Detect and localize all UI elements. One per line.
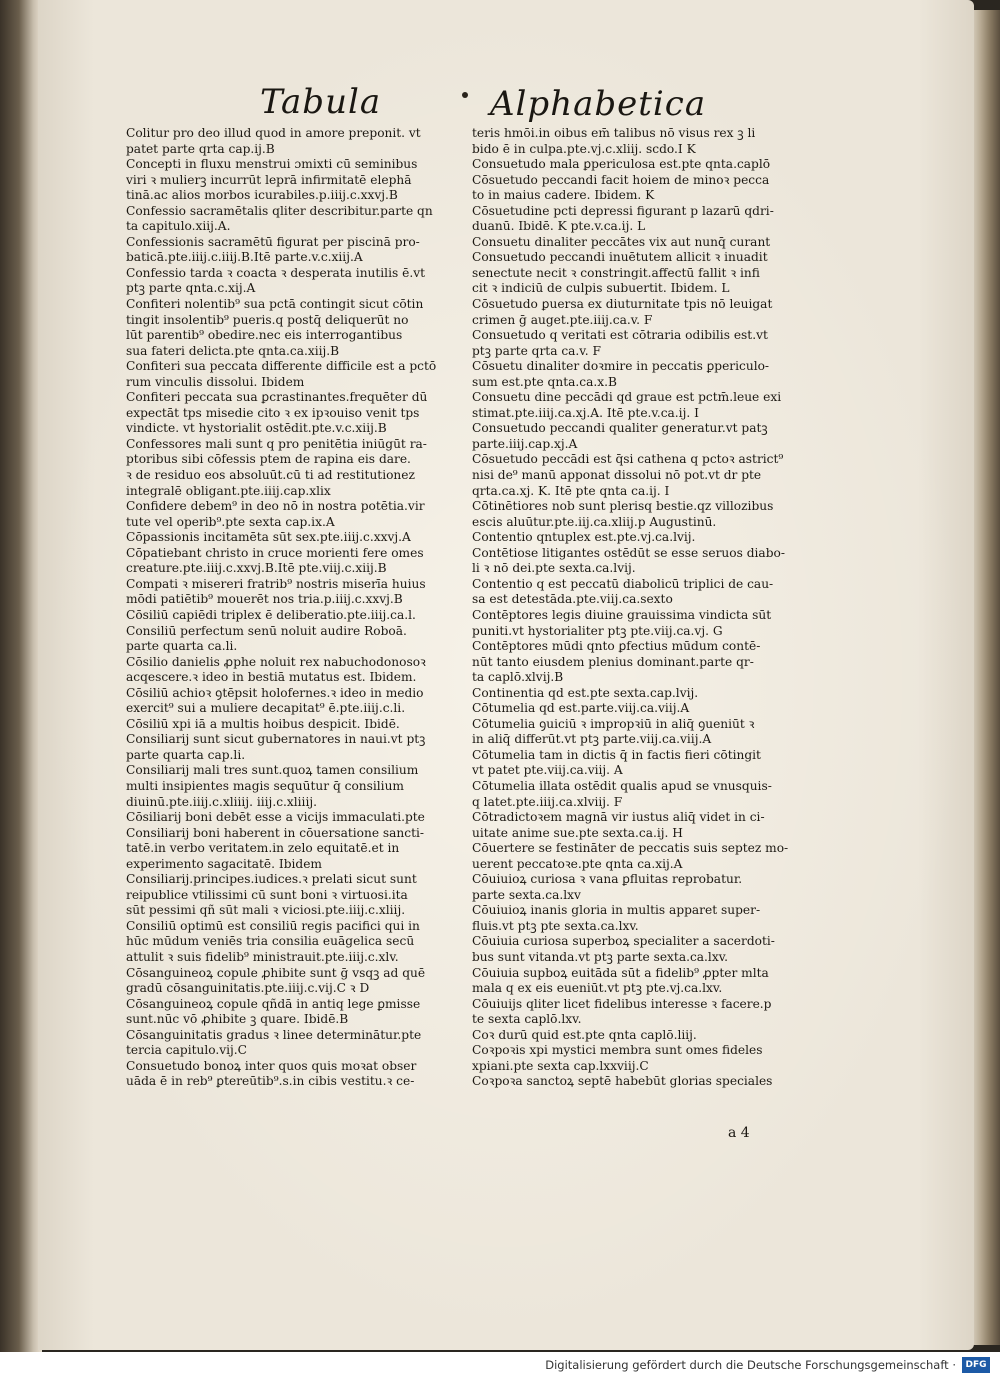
text-line: Confiteri peccata sua ꝑcrastinantes.frequēter dū xyxy=(126,390,428,405)
text-line: Confessionis sacramētū figurat per piscinā pro- xyxy=(126,234,420,249)
text-line: exercit⁹ sui a muliere decapitat⁹ ē.pte.iiij.c.li. xyxy=(126,701,406,716)
text-line: reipublice vtilissimi cū sunt boni ꝛ virtuosi.ita xyxy=(126,887,408,902)
text-line: xpiani.pte sexta cap.lxxviij.C xyxy=(472,1058,649,1073)
text-line: ta caplō.xlvij.B xyxy=(472,670,564,685)
text-line: tatē.in verbo veritatem.in zelo equitatē.et in xyxy=(126,841,400,856)
text-line: Coꝛ durū quid est.pte qnta caplō.liij. xyxy=(472,1027,697,1042)
text-line: Cōtinētiores nob sunt plerisq bestie.qz villozibus xyxy=(472,499,774,514)
text-line: ptꝫ parte qrta ca.v. F xyxy=(472,343,601,358)
text-line: Consiliarij mali tres sunt.quoꝝ tamen consilium xyxy=(126,763,419,778)
text-line: Consuetudo peccandi inuētutem allicit ꝛ inuadit xyxy=(472,250,768,265)
text-line: Consuetudo bonoꝝ inter quos quis moꝛat obser xyxy=(126,1058,417,1073)
footer-bar xyxy=(0,1352,1000,1383)
text-line: Confessio sacramētalis qliter describitur.parte qn xyxy=(126,203,433,218)
text-line: ta capitulo.xiij.A. xyxy=(126,219,231,234)
text-line: Cōsiliarij boni debēt esse a vicijs immaculati.pte xyxy=(126,810,425,825)
text-line: li ꝛ nō dei.pte sexta.ca.lvij. xyxy=(472,561,636,576)
text-line: fluis.vt ptꝫ pte sexta.ca.lxv. xyxy=(472,918,639,933)
text-line: Consiliū perfectum senū noluit audire Roboā. xyxy=(126,623,407,638)
text-line: Cōtumelia qd est.parte.viij.ca.viij.A xyxy=(472,701,690,716)
text-line: to in maius cadere. Ibidem. K xyxy=(472,188,655,203)
text-line: sunt.nūc vō ꝓhibite ꝫ quare. Ibidē.B xyxy=(126,1012,349,1027)
text-line: Cōtumelia tam in dictis q̄ in factis fieri cōtingit xyxy=(472,747,761,762)
text-line: Contentio q est peccatū diabolicū triplici de cau- xyxy=(472,576,774,591)
text-line: te sexta caplō.lxv. xyxy=(472,1012,582,1027)
text-line: Confidere debem⁹ in deo nō in nostra potētia.vir xyxy=(126,499,425,514)
text-line: Cōsuetudo ꝑuersa ex diuturnitate tpis nō leuigat xyxy=(472,297,773,312)
text-line: parte quarta ca.li. xyxy=(126,639,238,654)
text-line: in aliq̄ differūt.vt ptꝫ parte.viij.ca.viij.A xyxy=(472,732,712,747)
text-line: Cōuiuioꝝ inanis gloria in multis apparet super- xyxy=(472,903,761,918)
text-line: Cōuertere se festināter de peccatis suis septez mo- xyxy=(472,841,789,856)
text-line: Contentio qntuplex est.pte.vj.ca.lvij. xyxy=(472,530,696,545)
text-line: Cōsanguineoꝝ copule qñdā in antiq lege ꝑmisse xyxy=(126,996,421,1011)
text-line: Cōsanguineoꝝ copule ꝓhibite sunt ḡ vsqꝫ ad quē xyxy=(126,965,426,980)
text-line: cit ꝛ indiciū de culpis subuertit. Ibidem. L xyxy=(472,281,730,296)
text-line: sua fateri delicta.pte qnta.ca.xiij.B xyxy=(126,343,340,358)
text-line: mala q ex eis eueniūt.vt ptꝫ pte.vj.ca.lxv. xyxy=(472,981,723,996)
text-line: nūt tanto eiusdem plenius dominant.parte qr- xyxy=(472,654,754,669)
text-line: lūt parentib⁹ obedire.nec eis interrogantibus xyxy=(126,328,403,343)
text-line: mōdi patiētib⁹ mouerēt nos tria.p.iiij.c.xxvj.B xyxy=(126,592,403,607)
text-line: Confessores mali sunt q pro penitētia iniūgūt ra- xyxy=(126,436,427,451)
text-line: Concepti in fluxu menstrui ɔmixti cū seminibus xyxy=(126,157,418,172)
header-right-word: Alphabetica xyxy=(490,84,707,124)
text-line: Cōsuetudo peccādi est q̄si cathena q pctoꝛ astrict⁹ xyxy=(472,452,784,467)
text-line: Consiliarij sunt sicut gubernatores in naui.vt ptꝫ xyxy=(126,732,426,747)
text-line: crimen ḡ auget.pte.iiij.ca.v. F xyxy=(472,312,653,327)
text-line: Consiliū optimū est consiliū regis pacifici qui in xyxy=(126,918,420,933)
text-line: teris hmōi.in oibus em̄ talibus nō visus rex ꝫ li xyxy=(472,126,756,140)
text-line: multi insipientes magis sequūtur q̄ consilium xyxy=(126,778,404,793)
text-line: Confiteri nolentib⁹ sua pctā contingit sicut cōtin xyxy=(126,297,424,312)
text-line: Consuetu dinaliter peccātes vix aut nunq̄ curant xyxy=(472,234,771,249)
dfg-logo: DFG xyxy=(962,1357,990,1373)
page xyxy=(38,0,974,1350)
text-line: Consiliarij.principes.iudices.ꝛ prelati sicut sunt xyxy=(126,872,417,887)
text-line: duanū. Ibidē. K pte.v.ca.ij. L xyxy=(472,219,646,234)
right-text-column xyxy=(472,126,827,1090)
text-line: Cōuiuioꝝ curiosa ꝛ vana ꝑfluitas reprobatur. xyxy=(472,872,743,887)
text-line: expectāt tps misedie cito ꝛ ex ipꝛouiso venit tps xyxy=(126,405,420,420)
text-line: Compati ꝛ misereri fratrib⁹ nostris miserīa huius xyxy=(126,576,426,591)
text-line: Cōsilio danielis ꝓphe noluit rex nabuchodonosoꝛ xyxy=(126,654,426,669)
text-line: rum vinculis dissolui. Ibidem xyxy=(126,374,305,389)
header-left-word: Tabula xyxy=(260,82,382,122)
text-line: uitate anime sue.pte sexta.ca.ij. H xyxy=(472,825,683,840)
text-line: Cōuiuia curiosa superboꝝ specialiter a sacerdoti- xyxy=(472,934,775,949)
text-line: Cōtumelia ꝯuiciū ꝛ impropꝛiū in aliq̄ ꝯueniūt ꝛ xyxy=(472,716,755,731)
text-line: attulit ꝛ suis fidelib⁹ ministrauit.pte.iiij.c.xlv. xyxy=(126,949,399,964)
funding-notice: Digitalisierung gefördert durch die Deutsche Forschungsgemeinschaft · xyxy=(545,1358,956,1372)
text-line: Cōsiliū xpi iā a multis hoibus despicit. Ibidē. xyxy=(126,716,400,731)
text-line: hūc mūdum veniēs tria consilia euāgelica secū xyxy=(126,934,415,949)
signature-mark: a 4 xyxy=(728,1125,750,1141)
text-line: Consuetudo mala ꝑpericulosa est.pte qnta.caplō xyxy=(472,157,771,172)
text-line: tercia capitulo.vij.C xyxy=(126,1043,247,1058)
text-line: qrta.ca.xj. K. Itē pte qnta ca.ij. I xyxy=(472,483,670,498)
text-line: Coꝛpoꝛis xpi mystici membra sunt omes fideles xyxy=(472,1043,763,1058)
text-line: Cōsanguinitatis gradus ꝛ linee determinātur.pte xyxy=(126,1027,422,1042)
text-line: Coꝛpoꝛa sanctoꝝ septē habebūt glorias speciales xyxy=(472,1074,773,1089)
text-line: Cōpatiebant christo in cruce morienti fere omes xyxy=(126,545,424,560)
text-line: ptꝫ parte qnta.c.xij.A xyxy=(126,281,256,296)
left-text-column xyxy=(126,126,476,1090)
text-line: Cōuiuia supboꝝ euitāda sūt a fidelib⁹ ꝓpter mlta xyxy=(472,965,769,980)
text-line: Contētiose litigantes ostēdūt se esse seruos diabo- xyxy=(472,545,785,560)
text-line: parte.iiij.cap.xj.A xyxy=(472,436,578,451)
text-line: creature.pte.iiij.c.xxvj.B.Itē pte.viij.c.xiij.B xyxy=(126,561,387,576)
text-line: bus sunt vitanda.vt ptꝫ parte sexta.ca.lxv. xyxy=(472,949,729,964)
header-ornament-dot xyxy=(462,92,468,98)
text-line: Cōsuetu dinaliter doꝛmire in peccatis ꝑpericulo- xyxy=(472,359,770,374)
text-line: Colitur pro deo illud quod in amore preponit. vt xyxy=(126,126,421,140)
text-line: stimat.pte.iiij.ca.xj.A. Itē pte.v.ca.ij. I xyxy=(472,405,699,420)
text-line: escis aluūtur.pte.iij.ca.xliij.p Augustinū. xyxy=(472,514,717,529)
text-line: integralē obligant.pte.iiij.cap.xlix xyxy=(126,483,331,498)
book-gutter xyxy=(0,0,42,1352)
text-line: Contēptores mūdi qnto ꝑfectius mūdum contē- xyxy=(472,639,761,654)
text-line: sa est detestāda.pte.viij.ca.sexto xyxy=(472,592,673,607)
text-line: sum est.pte qnta.ca.x.B xyxy=(472,374,617,389)
text-line: Cōsiliū achioꝛ ꝯtēpsit holofernes.ꝛ ideo in medio xyxy=(126,685,424,700)
text-line: diuinū.pte.iiij.c.xliiij. iiij.c.xliiij. xyxy=(126,794,318,809)
text-line: Consiliarij boni haberent in cōuersatione sancti- xyxy=(126,825,425,840)
text-line: baticā.pte.iiij.c.iiij.B.Itē parte.v.c.xiij.A xyxy=(126,250,363,265)
text-line: Consuetudo peccandi qualiter generatur.vt patꝫ xyxy=(472,421,768,436)
text-line: sūt pessimi qñ sūt mali ꝛ viciosi.pte.iiij.c.xliij. xyxy=(126,903,406,918)
text-line: q latet.pte.iiij.ca.xlviij. F xyxy=(472,794,623,809)
text-line: tute vel operib⁹.pte sexta cap.ix.A xyxy=(126,514,335,529)
text-line: Cōtradictoꝛem magnā vir iustus aliq̄ videt in ci- xyxy=(472,810,765,825)
text-line: nisi de⁹ manū apponat dissolui nō pot.vt dr pte xyxy=(472,468,762,483)
text-line: Consuetu dine peccādi qd graue est pctm̄.leue exi xyxy=(472,390,782,405)
text-line: Cōsuetudo peccandi facit hoiem de minoꝛ pecca xyxy=(472,172,770,187)
text-line: puniti.vt hystorialiter ptꝫ pte.viij.ca.vj. G xyxy=(472,623,723,638)
text-line: Confiteri sua peccata differente difficile est a pctō xyxy=(126,359,437,374)
page-edge-stack xyxy=(972,10,1000,1345)
text-line: bido ē in culpa.pte.vj.c.xliij. scdo.I K xyxy=(472,141,696,156)
text-line: experimento sagacitatē. Ibidem xyxy=(126,856,322,871)
text-line: parte sexta.ca.lxv xyxy=(472,887,581,902)
text-line: vindicte. vt hystorialit ostēdit.pte.v.c.xiij.B xyxy=(126,421,387,436)
text-line: senectute necit ꝛ constringit.affectū fallit ꝛ infi xyxy=(472,265,760,280)
text-line: tinā.ac alios morbos icurabiles.p.iiij.c.xxvj.B xyxy=(126,188,398,203)
text-line: viri ꝛ mulierꝫ incurrūt leprā infirmitatē elephā xyxy=(126,172,412,187)
text-line: gradū cōsanguinitatis.pte.iiij.c.vij.C ꝛ D xyxy=(126,981,370,996)
text-line: Cōsiliū capiēdi triplex ē deliberatio.pte.iiij.ca.l. xyxy=(126,607,416,622)
text-line: Contēptores legis diuine grauissima vindicta sūt xyxy=(472,607,772,622)
text-line: uāda ē in reb⁹ ꝑtereūtib⁹.s.in cibis vestitu.ꝛ ce- xyxy=(126,1074,415,1089)
text-line: uerent peccatoꝛe.pte qnta ca.xij.A xyxy=(472,856,683,871)
text-line: tingit insolentib⁹ pueris.q postq̄ deliquerūt no xyxy=(126,312,409,327)
text-line: vt patet pte.viij.ca.viij. A xyxy=(472,763,623,778)
text-line: acqescere.ꝛ ideo in bestiā mutatus est. Ibidem. xyxy=(126,670,417,685)
text-line: ꝛ de residuo eos absoluūt.cū ti ad restitutionez xyxy=(126,468,415,483)
text-line: Cōpassionis incitamēta sūt sex.pte.iiij.c.xxvj.A xyxy=(126,530,411,545)
text-line: Cōsuetudine pcti depressi figurant p lazarū qdri- xyxy=(472,203,774,218)
text-line: parte quarta cap.li. xyxy=(126,747,246,762)
text-line: Continentia qd est.pte sexta.cap.lvij. xyxy=(472,685,699,700)
text-line: patet parte qrta cap.ij.B xyxy=(126,141,275,156)
text-line: ptoribus sibi cōfessis ptem de rapina eis dare. xyxy=(126,452,411,467)
text-line: Cōtumelia illata ostēdit qualis apud se vnusquis- xyxy=(472,778,772,793)
text-line: Confessio tarda ꝛ coacta ꝛ desperata inutilis ē.vt xyxy=(126,265,425,280)
text-line: Consuetudo q veritati est cōtraria odibilis est.vt xyxy=(472,328,768,343)
text-line: Cōuiuijs qliter licet fidelibus interesse ꝛ facere.p xyxy=(472,996,772,1011)
